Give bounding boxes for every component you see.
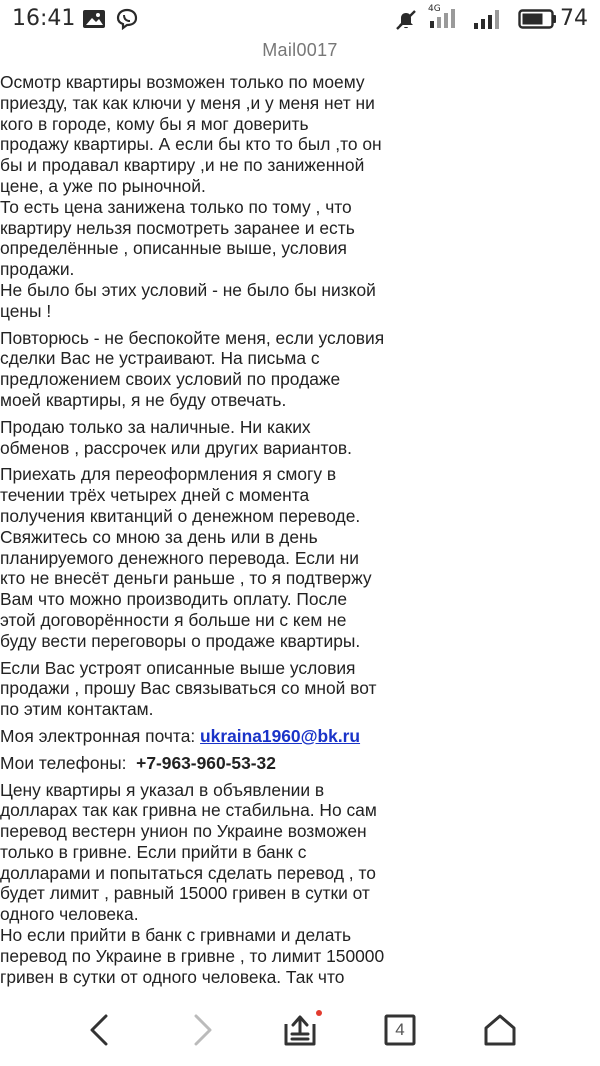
- message-paragraph: [0, 464, 410, 651]
- tab-count: 4: [395, 1020, 405, 1039]
- back-button[interactable]: [78, 1008, 122, 1052]
- text-line: Вам что можно производить оплату. После: [0, 589, 348, 610]
- message-paragraph: [0, 72, 410, 322]
- text-line: То есть цена занижена только по тому , что: [0, 196, 352, 217]
- share-button[interactable]: [278, 1008, 322, 1052]
- text-line: моей квартиры, я не буду отвечать.: [0, 389, 287, 410]
- text-line: Свяжитесь со мною за день или в день: [0, 526, 318, 547]
- text-line: цене, а уже по рыночной.: [0, 175, 206, 196]
- text-line: Если Вас устроят описанные выше условия: [0, 657, 356, 678]
- text-line: бы и продавал квартиру ,и не по заниженной: [0, 155, 365, 176]
- text-line: только в гривне. Если прийти в банк с: [0, 841, 307, 862]
- email-link[interactable]: ukraina1960@bk.ru: [200, 725, 361, 746]
- text-line: квартиру нельзя посмотреть заранее и есть: [0, 217, 355, 238]
- message-paragraphs: [0, 72, 410, 720]
- text-line: цены !: [0, 300, 52, 321]
- signal-icon: [472, 6, 506, 34]
- message-paragraph: [0, 658, 410, 720]
- text-line: будет лимит , равный 15000 гривен в сутки от: [0, 883, 370, 904]
- home-button[interactable]: [478, 1008, 522, 1052]
- status-bar: [0, 0, 600, 38]
- text-line: продажу квартиры. А если бы кто то был ,то он: [0, 134, 382, 155]
- status-time: 16:41: [12, 6, 76, 31]
- text-line: Приехать для переоформления я смогу в: [0, 464, 337, 485]
- email-label: Моя электронная почта:: [0, 725, 201, 746]
- email-line: [0, 726, 410, 747]
- text-line: кто не внесёт деньги раньше , то я подтвержу: [0, 568, 372, 589]
- network-label: 4G: [428, 4, 441, 14]
- signal-4g-icon: [428, 4, 462, 30]
- image-icon: [82, 8, 106, 34]
- phone-line: [0, 753, 410, 774]
- text-line: течении трёх четырех дней с момента: [0, 485, 310, 506]
- text-line: Осмотр квартиры возможен только по моему: [0, 72, 365, 92]
- page-title: Mail0017: [262, 40, 338, 60]
- text-line: гривен в сутки от одного человека. Так что: [0, 966, 345, 987]
- home-icon: [478, 1008, 522, 1052]
- text-line: долларах так как гривна не стабильна. Но сам: [0, 800, 377, 821]
- text-line: получения квитанций о денежном переводе.: [0, 505, 361, 526]
- text-line: Повторюсь - не беспокойте меня, если условия: [0, 327, 385, 348]
- text-line: кого в городе, кому бы я мог доверить: [0, 113, 309, 134]
- text-line: сделки Вас не устраивают. На письма с: [0, 348, 320, 369]
- text-line: Цену квартиры я указал в объявлении в: [0, 779, 325, 800]
- forward-icon: [180, 1008, 224, 1052]
- phone-label: Мои телефоны:: [0, 752, 137, 773]
- bottom-nav-bar: [0, 990, 600, 1066]
- share-icon: [278, 1008, 322, 1052]
- forward-button[interactable]: [180, 1008, 224, 1052]
- text-line: планируемого денежного перевода. Если ни: [0, 547, 359, 568]
- notification-dot: [316, 1010, 322, 1016]
- text-line: продажи.: [0, 259, 75, 280]
- text-line: Но если прийти в банк с гривнами и делать: [0, 925, 352, 946]
- text-line: перевод по Украине в гривне , то лимит 150000: [0, 945, 385, 966]
- text-line: Не было бы этих условий - не было бы низкой: [0, 279, 376, 300]
- viber-icon: [116, 8, 138, 34]
- battery-level: 74: [560, 6, 588, 31]
- text-line: обменов , рассрочек или других вариантов.: [0, 437, 352, 458]
- text-line: приезду, так как ключи у меня ,и у меня нет ни: [0, 92, 375, 113]
- text-line: продажи , прошу Вас связываться со мной вот: [0, 678, 377, 699]
- text-line: предложением своих условий по продаже: [0, 369, 341, 390]
- text-line: долларами и попытаться сделать перевод , то: [0, 862, 376, 883]
- message-paragraph: [0, 417, 410, 459]
- text-line: буду вести переговоры о продаже квартиры.: [0, 630, 361, 651]
- message-body: [0, 72, 410, 988]
- text-line: Продаю только за наличные. Ни каких: [0, 416, 311, 437]
- text-line: определённые , описанные выше, условия: [0, 238, 347, 259]
- text-line: по этим контактам.: [0, 699, 154, 720]
- message-paragraph: [0, 780, 410, 988]
- text-line: перевод вестерн унион по Украине возможен: [0, 821, 367, 842]
- text-line: одного человека.: [0, 904, 139, 925]
- phone-number[interactable]: +7-963-960-53-32: [136, 752, 276, 773]
- back-icon: [78, 1008, 122, 1052]
- mute-icon: [394, 8, 418, 36]
- message-paragraph: [0, 328, 410, 411]
- text-line: этой договорённости я больше ни с кем не: [0, 609, 347, 630]
- tabs-button[interactable]: [378, 1008, 422, 1052]
- battery-icon: [518, 8, 558, 34]
- message-paragraphs-after: [0, 780, 410, 988]
